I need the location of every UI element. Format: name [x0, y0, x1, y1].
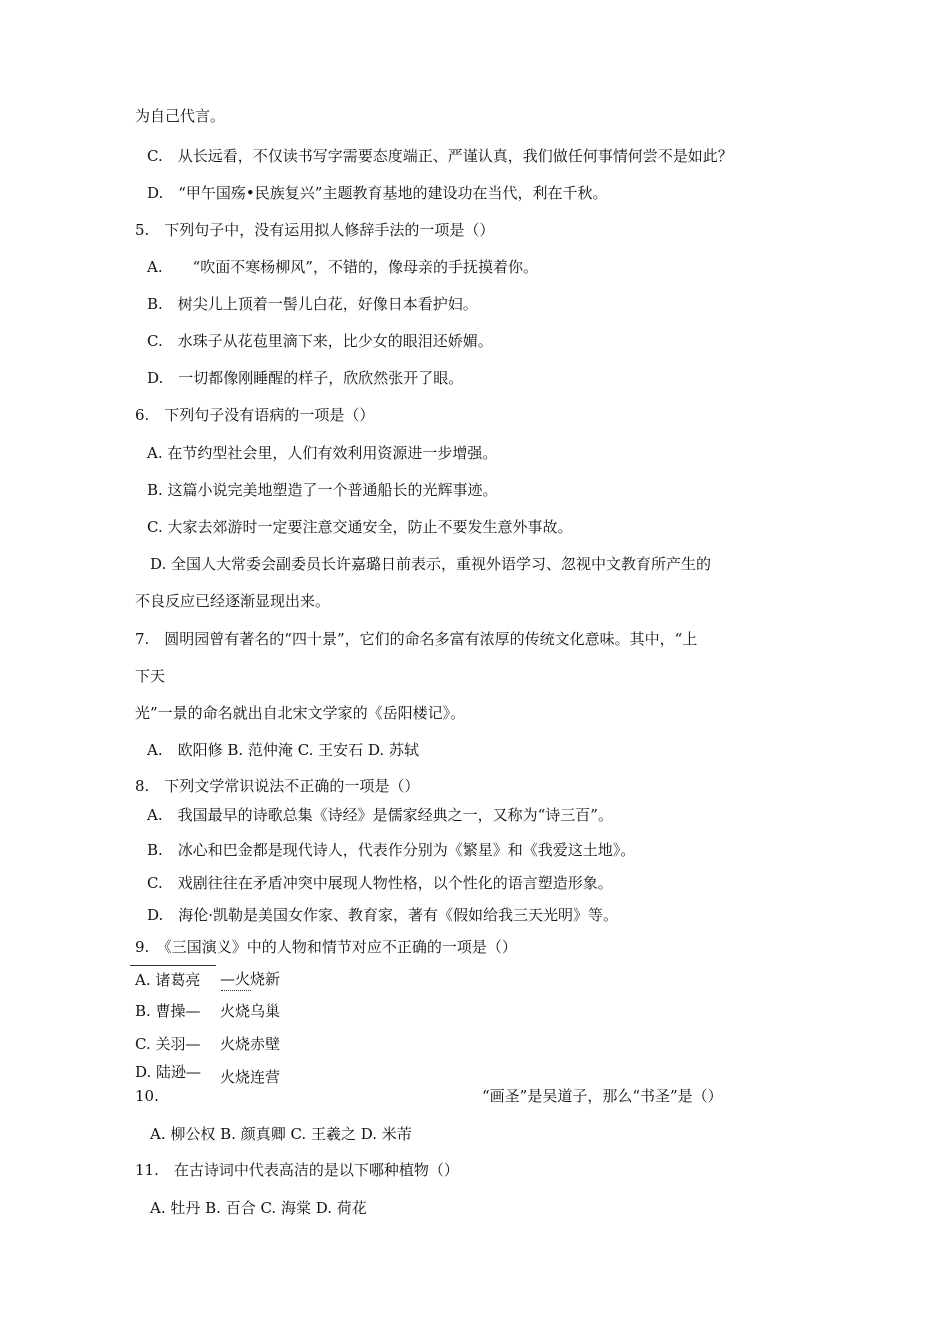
option-c: C. 戏剧往往在矛盾冲突中展现人物性格，以个性化的语言塑造形象。 [147, 874, 613, 892]
option-b: B. 这篇小说完美地塑造了一个普通船长的光辉事迹。 [147, 481, 498, 499]
dotted-emphasis [221, 990, 251, 991]
question-5: 5. 下列句子中，没有运用拟人修辞手法的一项是（） [135, 221, 495, 239]
option-b-label: B. 曹操— [135, 1002, 201, 1020]
option-d-value: 火烧连营 [220, 1068, 281, 1086]
option-c: C. 从长远看，不仅读书写字需要态度端正、严谨认真，我们做任何事情何尝不是如此？ [147, 147, 733, 165]
option-b: B. 树尖儿上顶着一髻儿白花，好像日本看护妇。 [147, 295, 478, 313]
option-b-value: 火烧乌巢 [220, 1002, 281, 1020]
option-c: C. 水珠子从花苞里滴下来，比少女的眼泪还娇媚。 [147, 332, 493, 350]
option-b: B. 冰心和巴金都是现代诗人，代表作分别为《繁星》和《我爱这土地》。 [147, 841, 636, 859]
question-9: 9. 《三国演义》中的人物和情节对应不正确的一项是（） [135, 938, 517, 956]
option-a-label: A. 诸葛亮 [135, 971, 201, 989]
option-d: D. 全国人大常委会副委员长许嘉璐日前表示，重视外语学习、忽视中文教育所产生的 [150, 555, 712, 573]
divider [130, 965, 216, 966]
option-a-value: —火烧新 [220, 970, 281, 988]
option-c-label: C. 关羽— [135, 1035, 201, 1053]
option-a: A. “吹面不寒杨柳风”，不错的，像母亲的手抚摸着你。 [147, 258, 538, 276]
question-6: 6. 下列句子没有语病的一项是（） [135, 406, 375, 424]
option-d-label: D. 陆逊— [135, 1063, 202, 1081]
text-line: 光”一景的命名就出自北宋文学家的《岳阳楼记》。 [135, 704, 466, 722]
text-line: 为自己代言。 [135, 107, 226, 125]
options-line: A. 牡丹 B. 百合 C. 海棠 D. 荷花 [150, 1199, 367, 1217]
question-8: 8. 下列文学常识说法不正确的一项是（） [135, 777, 420, 795]
option-a: A. 在节约型社会里，人们有效利用资源进一步增强。 [147, 444, 498, 462]
text-line: 不良反应已经逐渐显现出来。 [135, 592, 331, 610]
option-c: C. 大家去郊游时一定要注意交通安全，防止不要发生意外事故。 [147, 518, 573, 536]
option-d: D. “甲午国殇•民族复兴”主题教育基地的建设功在当代，利在千秋。 [147, 184, 608, 202]
options-line: A. 柳公权 B. 颜真卿 C. 王羲之 D. 米芾 [150, 1125, 412, 1143]
option-d: D. 一切都像刚睡醒的样子，欣欣然张开了眼。 [147, 369, 464, 387]
question-10-number: 10. [135, 1087, 159, 1105]
options-line: A. 欧阳修 B. 范仲淹 C. 王安石 D. 苏轼 [147, 741, 419, 759]
question-7: 7. 圆明园曾有著名的“四十景”，它们的命名多富有浓厚的传统文化意味。其中，“上 [135, 630, 698, 648]
question-10: “画圣”是吴道子，那么“书圣”是（） [482, 1087, 723, 1105]
option-c-value: 火烧赤壁 [220, 1035, 281, 1053]
option-d: D. 海伦·凯勒是美国女作家、教育家，著有《假如给我三天光明》等。 [147, 906, 619, 924]
question-11: 11. 在古诗词中代表高洁的是以下哪种植物（） [135, 1161, 459, 1179]
text-line: 下天 [135, 667, 166, 685]
option-a: A. 我国最早的诗歌总集《诗经》是儒家经典之一，又称为“诗三百”。 [147, 806, 613, 824]
